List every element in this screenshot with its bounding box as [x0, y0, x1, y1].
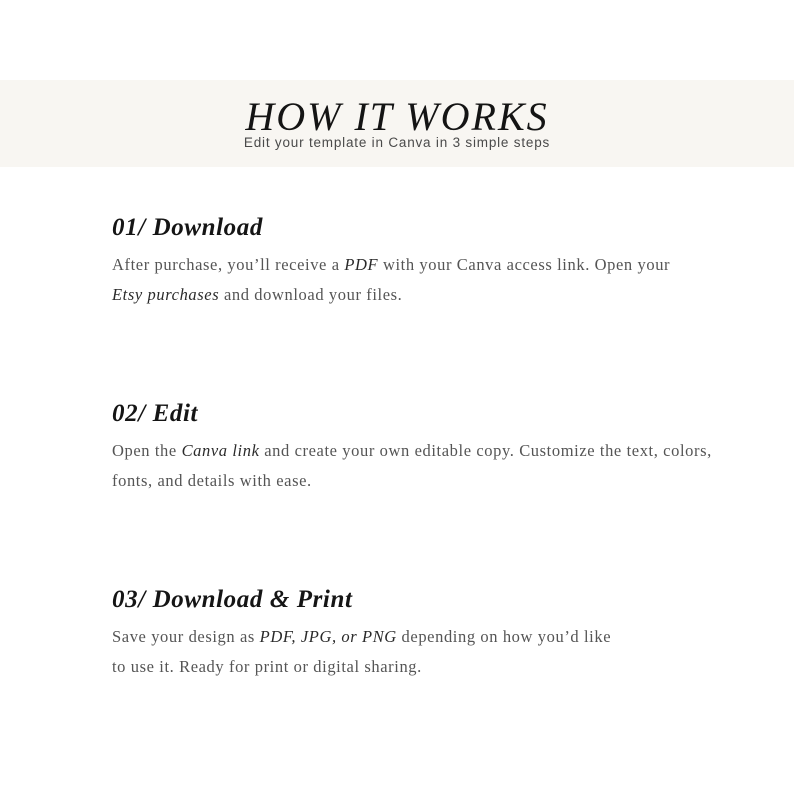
step-text-segment: After purchase, you’ll receive a — [112, 255, 345, 274]
step-text-segment: depending on how you’d like — [396, 627, 612, 646]
page-title: HOW IT WORKS — [245, 94, 549, 139]
page-subtitle: Edit your template in Canva in 3 simple steps — [243, 135, 551, 150]
step-description — [112, 436, 732, 496]
step-text-segment: to use it. Ready for print or digital sharing. — [112, 657, 422, 676]
step-description — [112, 250, 732, 310]
step-edit — [112, 398, 732, 496]
step-text-emphasis: PDF, JPG, or PNG — [259, 627, 397, 646]
step-text-segment: with your Canva access link. Open your — [378, 255, 671, 274]
step-text-emphasis: Etsy purchases — [112, 285, 220, 304]
step-text-emphasis: PDF — [344, 255, 379, 274]
step-heading: 01/ Download — [112, 214, 263, 241]
step-text-segment: and create your own editable copy. Customize the text, colors, fonts, and details with ease. — [112, 441, 712, 490]
step-download-print — [112, 584, 732, 682]
step-text-segment: and download your files. — [219, 285, 403, 304]
step-text-segment: Open the — [112, 441, 182, 460]
step-download — [112, 212, 732, 310]
step-text-segment: Save your design as — [112, 627, 260, 646]
step-heading: 02/ Edit — [112, 400, 199, 427]
step-text-emphasis: Canva link — [181, 441, 260, 460]
step-heading: 03/ Download & Print — [112, 586, 353, 613]
step-description — [112, 622, 732, 682]
